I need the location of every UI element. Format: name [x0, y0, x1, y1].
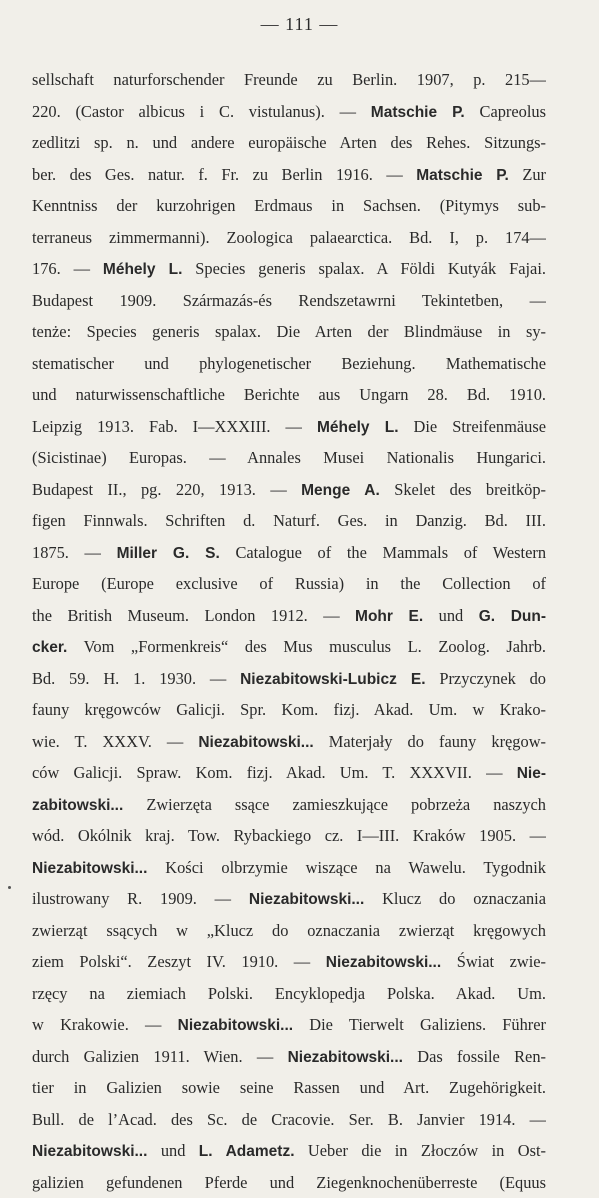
- text-line: [32, 915, 546, 947]
- text-line: [32, 474, 546, 506]
- author-name: Niezabitowski...: [198, 734, 313, 751]
- text-line: [32, 694, 546, 726]
- author-name: L. Adametz.: [199, 1143, 295, 1160]
- text-line: [32, 505, 546, 537]
- text-segment: stematischer und phylogenetischer Beziehung. Mathematische: [32, 354, 546, 373]
- text-segment: 176. —: [32, 259, 103, 278]
- text-segment: zwierząt ssących w „Klucz do oznaczania zwierząt kręgowych: [32, 921, 546, 940]
- author-name: Nie-: [517, 765, 546, 782]
- text-line: [32, 253, 546, 285]
- text-line: [32, 631, 546, 663]
- text-line: [32, 316, 546, 348]
- text-segment: Przyczynek do: [426, 669, 546, 688]
- page-number: — 111 —: [0, 14, 599, 35]
- author-name: Niezabitowski-Lubicz E.: [240, 671, 425, 688]
- text-segment: Das fossile Ren-: [403, 1047, 546, 1066]
- text-segment: Kenntniss der kurzohrigen Erdmaus in Sachsen. (Pitymys sub-: [32, 196, 546, 215]
- text-segment: Ueber die in Złoczów in Ost-: [295, 1141, 546, 1160]
- text-segment: Bd. 59. H. 1. 1930. —: [32, 669, 240, 688]
- author-name: Niezabitowski...: [32, 1143, 147, 1160]
- text-line: [32, 1072, 546, 1104]
- text-line: [32, 285, 546, 317]
- text-line: [32, 789, 546, 821]
- author-name: Miller G. S.: [117, 545, 220, 562]
- author-name: zabitowski...: [32, 797, 123, 814]
- text-line: [32, 442, 546, 474]
- author-name: Niezabitowski...: [288, 1049, 403, 1066]
- text-segment: wód. Okólnik kraj. Tow. Rybackiego cz. I—III. Kraków 1905. —: [32, 826, 546, 845]
- author-name: Niezabitowski...: [178, 1017, 293, 1034]
- text-segment: the British Museum. London 1912. —: [32, 606, 355, 625]
- text-segment: figen Finnwals. Schriften d. Naturf. Ges. in Danzig. Bd. III.: [32, 511, 546, 530]
- text-line: [32, 568, 546, 600]
- author-name: Matschie P.: [371, 104, 465, 121]
- text-segment: zedlitzi sp. n. und andere europäische Arten des Rehes. Sitzungs-: [32, 133, 546, 152]
- text-segment: Budapest II., pg. 220, 1913. —: [32, 480, 301, 499]
- text-line: [32, 978, 546, 1010]
- text-segment: ców Galicji. Spraw. Kom. fizj. Akad. Um. T. XXXVII. —: [32, 763, 517, 782]
- text-segment: und: [147, 1141, 198, 1160]
- text-line: [32, 663, 546, 695]
- text-line: [32, 946, 546, 978]
- text-segment: Skelet des breitköp-: [380, 480, 546, 499]
- text-segment: Die Streifenmäuse: [399, 417, 546, 436]
- text-segment: Materjały do fauny kręgow-: [314, 732, 546, 751]
- author-name: Méhely L.: [103, 261, 182, 278]
- text-segment: Vom „Formenkreis“ des Mus musculus L. Zoolog. Jahrb.: [67, 637, 546, 656]
- text-segment: tenże: Species generis spalax. Die Arten der Blindmäuse in sy-: [32, 322, 546, 341]
- author-name: Mohr E.: [355, 608, 423, 625]
- text-segment: terraneus zimmermanni). Zoologica palaearctica. Bd. I, p. 174—: [32, 228, 546, 247]
- text-line: [32, 883, 546, 915]
- bibliography-text: [32, 64, 546, 1198]
- text-segment: Bull. de l’Acad. des Sc. de Cracovie. Ser. B. Janvier 1914. —: [32, 1110, 546, 1129]
- text-line: [32, 1009, 546, 1041]
- author-name: Niezabitowski...: [32, 860, 147, 877]
- text-line: [32, 379, 546, 411]
- text-line: [32, 190, 546, 222]
- author-name: Menge A.: [301, 482, 380, 499]
- author-name: G. Dun-: [479, 608, 546, 625]
- text-line: [32, 348, 546, 380]
- text-line: [32, 127, 546, 159]
- text-segment: tier in Galizien sowie seine Rassen und Art. Zugehörigkeit.: [32, 1078, 546, 1097]
- text-segment: 1875. —: [32, 543, 117, 562]
- text-segment: galizien gefundenen Pferde und Ziegenknochenüberreste (Equus: [32, 1173, 546, 1192]
- text-segment: Kości olbrzymie wiszące na Wawelu. Tygodnik: [147, 858, 546, 877]
- text-segment: Catalogue of the Mammals of Western: [220, 543, 546, 562]
- text-segment: Klucz do oznaczania: [364, 889, 546, 908]
- author-name: cker.: [32, 639, 67, 656]
- text-line: [32, 96, 546, 128]
- text-segment: sellschaft naturforschender Freunde zu Berlin. 1907, p. 215—: [32, 70, 546, 89]
- text-segment: w Krakowie. —: [32, 1015, 178, 1034]
- text-segment: Świat zwie-: [441, 952, 546, 971]
- text-line: [32, 537, 546, 569]
- text-line: [32, 1104, 546, 1136]
- author-name: Niezabitowski...: [249, 891, 364, 908]
- text-segment: rzęcy na ziemiach Polski. Encyklopedja Polska. Akad. Um.: [32, 984, 546, 1003]
- text-line: [32, 852, 546, 884]
- text-line: [32, 64, 546, 96]
- text-segment: und naturwissenschaftliche Berichte aus Ungarn 28. Bd. 1910.: [32, 385, 546, 404]
- text-line: [32, 411, 546, 443]
- text-segment: ziem Polski“. Zeszyt IV. 1910. —: [32, 952, 326, 971]
- text-segment: Zwierzęta ssące zamieszkujące pobrzeża naszych: [123, 795, 546, 814]
- text-segment: 220. (Castor albicus i C. vistulanus). —: [32, 102, 371, 121]
- text-line: [32, 159, 546, 191]
- text-segment: Die Tierwelt Galiziens. Führer: [293, 1015, 546, 1034]
- page-speck: [8, 886, 11, 889]
- text-segment: Europe (Europe exclusive of Russia) in the Collection of: [32, 574, 546, 593]
- text-segment: Species generis spalax. A Földi Kutyák Fajai.: [182, 259, 546, 278]
- text-line: [32, 726, 546, 758]
- text-segment: fauny kręgowców Galicji. Spr. Kom. fizj. Akad. Um. w Krako-: [32, 700, 546, 719]
- text-segment: durch Galizien 1911. Wien. —: [32, 1047, 288, 1066]
- text-segment: ber. des Ges. natur. f. Fr. zu Berlin 1916. —: [32, 165, 416, 184]
- text-segment: Budapest 1909. Származás-és Rendszetawrni Tekintetben, —: [32, 291, 546, 310]
- text-line: [32, 222, 546, 254]
- text-segment: Capreolus: [465, 102, 546, 121]
- text-segment: Leipzig 1913. Fab. I—XXXIII. —: [32, 417, 317, 436]
- text-line: [32, 1135, 546, 1167]
- text-segment: ilustrowany R. 1909. —: [32, 889, 249, 908]
- author-name: Matschie P.: [416, 167, 509, 184]
- text-line: [32, 1041, 546, 1073]
- author-name: Niezabitowski...: [326, 954, 441, 971]
- text-line: [32, 820, 546, 852]
- text-segment: und: [423, 606, 478, 625]
- text-line: [32, 600, 546, 632]
- text-line: [32, 757, 546, 789]
- text-segment: Zur: [509, 165, 546, 184]
- text-segment: wie. T. XXXV. —: [32, 732, 198, 751]
- text-line: [32, 1167, 546, 1198]
- author-name: Méhely L.: [317, 419, 399, 436]
- text-segment: (Sicistinae) Europas. — Annales Musei Nationalis Hungarici.: [32, 448, 546, 467]
